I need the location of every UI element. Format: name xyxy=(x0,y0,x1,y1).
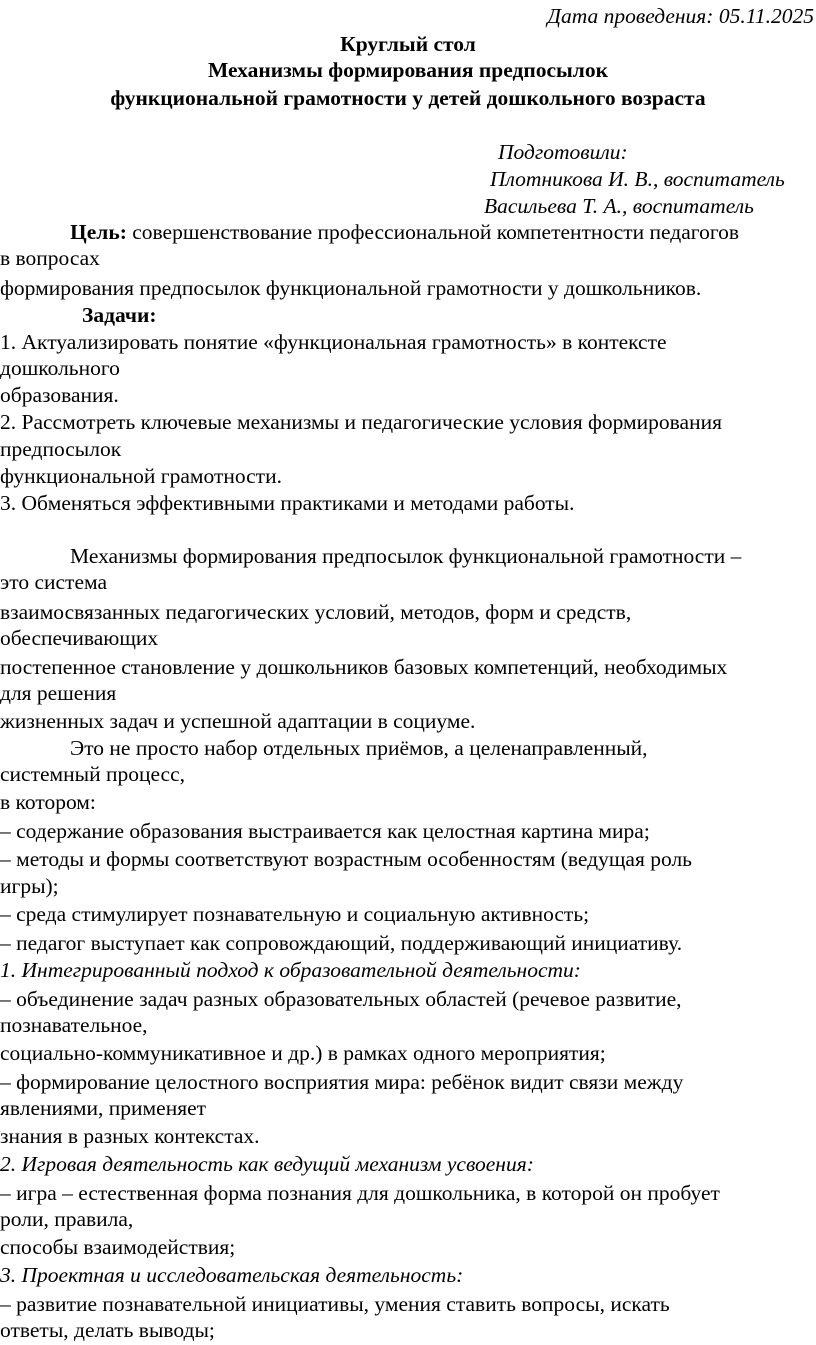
paragraph-line: Механизмы формирования предпосылок функциональной грамотности – xyxy=(70,544,742,568)
task-line: функциональной грамотности. xyxy=(0,464,282,488)
paragraph-line: постепенное становление у дошкольников базовых компетенций, необходимых xyxy=(0,655,728,679)
task-line: 1. Актуализировать понятие «функциональная грамотность» в контексте xyxy=(0,330,667,354)
tasks-label: Задачи: xyxy=(82,303,157,327)
date-line: Дата проведения: 05.11.2025 xyxy=(547,4,814,28)
list-item: ответы, делать выводы; xyxy=(0,1318,215,1342)
list-item: игры); xyxy=(0,874,59,898)
section-3-title: 3. Проектная и исследовательская деятельность: xyxy=(0,1263,464,1287)
list-item: социально-коммуникативное и др.) в рамках одного мероприятия; xyxy=(0,1041,606,1065)
event-type: Круглый стол xyxy=(340,32,476,56)
paragraph-line: обеспечивающих xyxy=(0,626,159,650)
paragraph-line: Это не просто набор отдельных приёмов, а целенаправленный, xyxy=(70,736,648,760)
list-item: познавательное, xyxy=(0,1013,148,1037)
title-line-2: функциональной грамотности у детей дошкольного возраста xyxy=(110,86,706,110)
list-item: знания в разных контекстах. xyxy=(0,1124,260,1148)
task-line: предпосылок xyxy=(0,437,122,461)
list-item: – педагог выступает как сопровождающий, поддерживающий инициативу. xyxy=(0,931,683,955)
goal-label: Цель: xyxy=(70,220,127,244)
goal-line-2: в вопросах xyxy=(0,246,100,270)
list-item: способы взаимодействия; xyxy=(0,1235,236,1259)
section-1-title: 1. Интегрированный подход к образовательной деятельности: xyxy=(0,958,581,982)
list-item: роли, правила, xyxy=(0,1207,134,1231)
paragraph-line: системный процесс, xyxy=(0,762,186,786)
task-line: дошкольного xyxy=(0,356,120,380)
goal-text-1: совершенствование профессиональной компетентности педагогов xyxy=(126,220,740,244)
list-item: – объединение задач разных образовательных областей (речевое развитие, xyxy=(0,987,682,1011)
paragraph-line: для решения xyxy=(0,681,117,705)
list-item: явлениями, применяет xyxy=(0,1096,207,1120)
list-item: – методы и формы соответствуют возрастным особенностям (ведущая роль xyxy=(0,847,692,871)
paragraph-line: в котором: xyxy=(0,790,96,814)
paragraph-line: жизненных задач и успешной адаптации в социуме. xyxy=(0,709,476,733)
goal-line-3: формирования предпосылок функциональной грамотности у дошкольников. xyxy=(0,276,702,300)
paragraph-line: взаимосвязанных педагогических условий, методов, форм и средств, xyxy=(0,600,632,624)
list-item: – формирование целостного восприятия мира: ребёнок видит связи между xyxy=(0,1070,684,1094)
task-line: 3. Обменяться эффективными практиками и методами работы. xyxy=(0,491,575,515)
prepared-by: Подготовили: xyxy=(498,140,628,164)
list-item: – среда стимулирует познавательную и социальную активность; xyxy=(0,902,590,926)
task-line: образования. xyxy=(0,383,119,407)
author-1: Плотникова И. В., воспитатель xyxy=(490,167,785,191)
section-2-title: 2. Игровая деятельность как ведущий механизм усвоения: xyxy=(0,1152,534,1176)
list-item: – содержание образования выстраивается как целостная картина мира; xyxy=(0,819,650,843)
list-item: – игра – естественная форма познания для дошкольника, в которой он пробует xyxy=(0,1181,720,1205)
paragraph-line: это система xyxy=(0,570,107,594)
task-line: 2. Рассмотреть ключевые механизмы и педагогические условия формирования xyxy=(0,410,722,434)
author-2: Васильева Т. А., воспитатель xyxy=(484,194,754,218)
list-item: – развитие познавательной инициативы, умения ставить вопросы, искать xyxy=(0,1292,670,1316)
title-line-1: Механизмы формирования предпосылок xyxy=(207,58,608,82)
goal-line-1 xyxy=(70,219,739,245)
